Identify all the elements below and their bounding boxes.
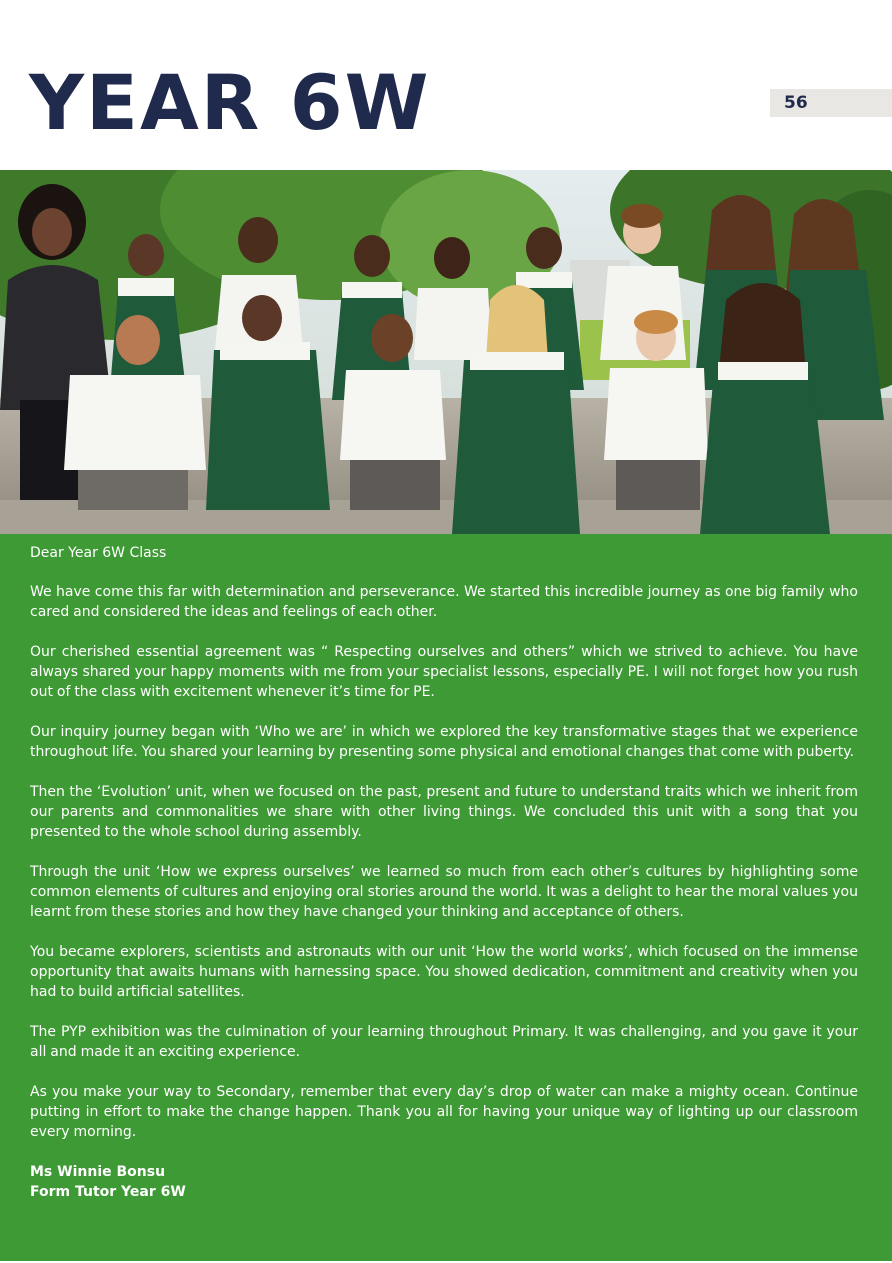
letter-paragraph: You became explorers, scientists and astronauts with our unit ‘How the world works’, which focused on the immense opportunity that awaits humans with harnessing space. You showed dedication, commitment and creativity when you had to build artificial satellites. (30, 944, 858, 1000)
class-photo (0, 170, 892, 534)
letter-paragraph: Our cherished essential agreement was “ Respecting ourselves and others” which we strived to achieve. You have always shared your happy moments with me from your specialist lessons, especially PE. I will not forget how you rush out of the class with excitement whenever it’s time for PE. (30, 644, 858, 700)
letter-paragraph: The PYP exhibition was the culmination of your learning throughout Primary. It was challenging, and you gave it your all and made it an exciting experience. (30, 1024, 858, 1060)
signature-name: Ms Winnie Bonsu (30, 1164, 166, 1180)
letter-paragraph: Then the ‘Evolution’ unit, when we focused on the past, present and future to understand traits which we inherit from our parents and commonalities we share with other living things. We concluded this unit with a song that you presented to the whole school during assembly. (30, 784, 858, 840)
page-header (0, 0, 892, 170)
letter-greeting: Dear Year 6W Class (30, 545, 167, 561)
page-number-tab (770, 89, 892, 117)
letter-paragraph: Through the unit ‘How we express ourselves’ we learned so much from each other’s cultures by highlighting some common elements of cultures and enjoying oral stories around the world. It was a delight to hear the moral values you learnt from these stories and how they have changed your thinking and acceptance of others. (30, 864, 858, 920)
signature-role: Form Tutor Year 6W (30, 1184, 186, 1200)
letter-section (0, 534, 892, 1261)
page-title: YEAR 6W (29, 58, 431, 147)
letter-paragraph: As you make your way to Secondary, remember that every day’s drop of water can make a mighty ocean. Continue putting in effort to make the change happen. Thank you all for having your unique way of lighting up our classroom every morning. (30, 1084, 858, 1140)
letter-paragraph: Our inquiry journey began with ‘Who we are’ in which we explored the key transformative stages that we experience throughout life. You shared your learning by presenting some physical and emotional changes that come with puberty. (30, 724, 858, 760)
page-number: 56 (784, 93, 808, 113)
letter-paragraph: We have come this far with determination and perseverance. We started this incredible journey as one big family who cared and considered the ideas and feelings of each other. (30, 584, 858, 620)
